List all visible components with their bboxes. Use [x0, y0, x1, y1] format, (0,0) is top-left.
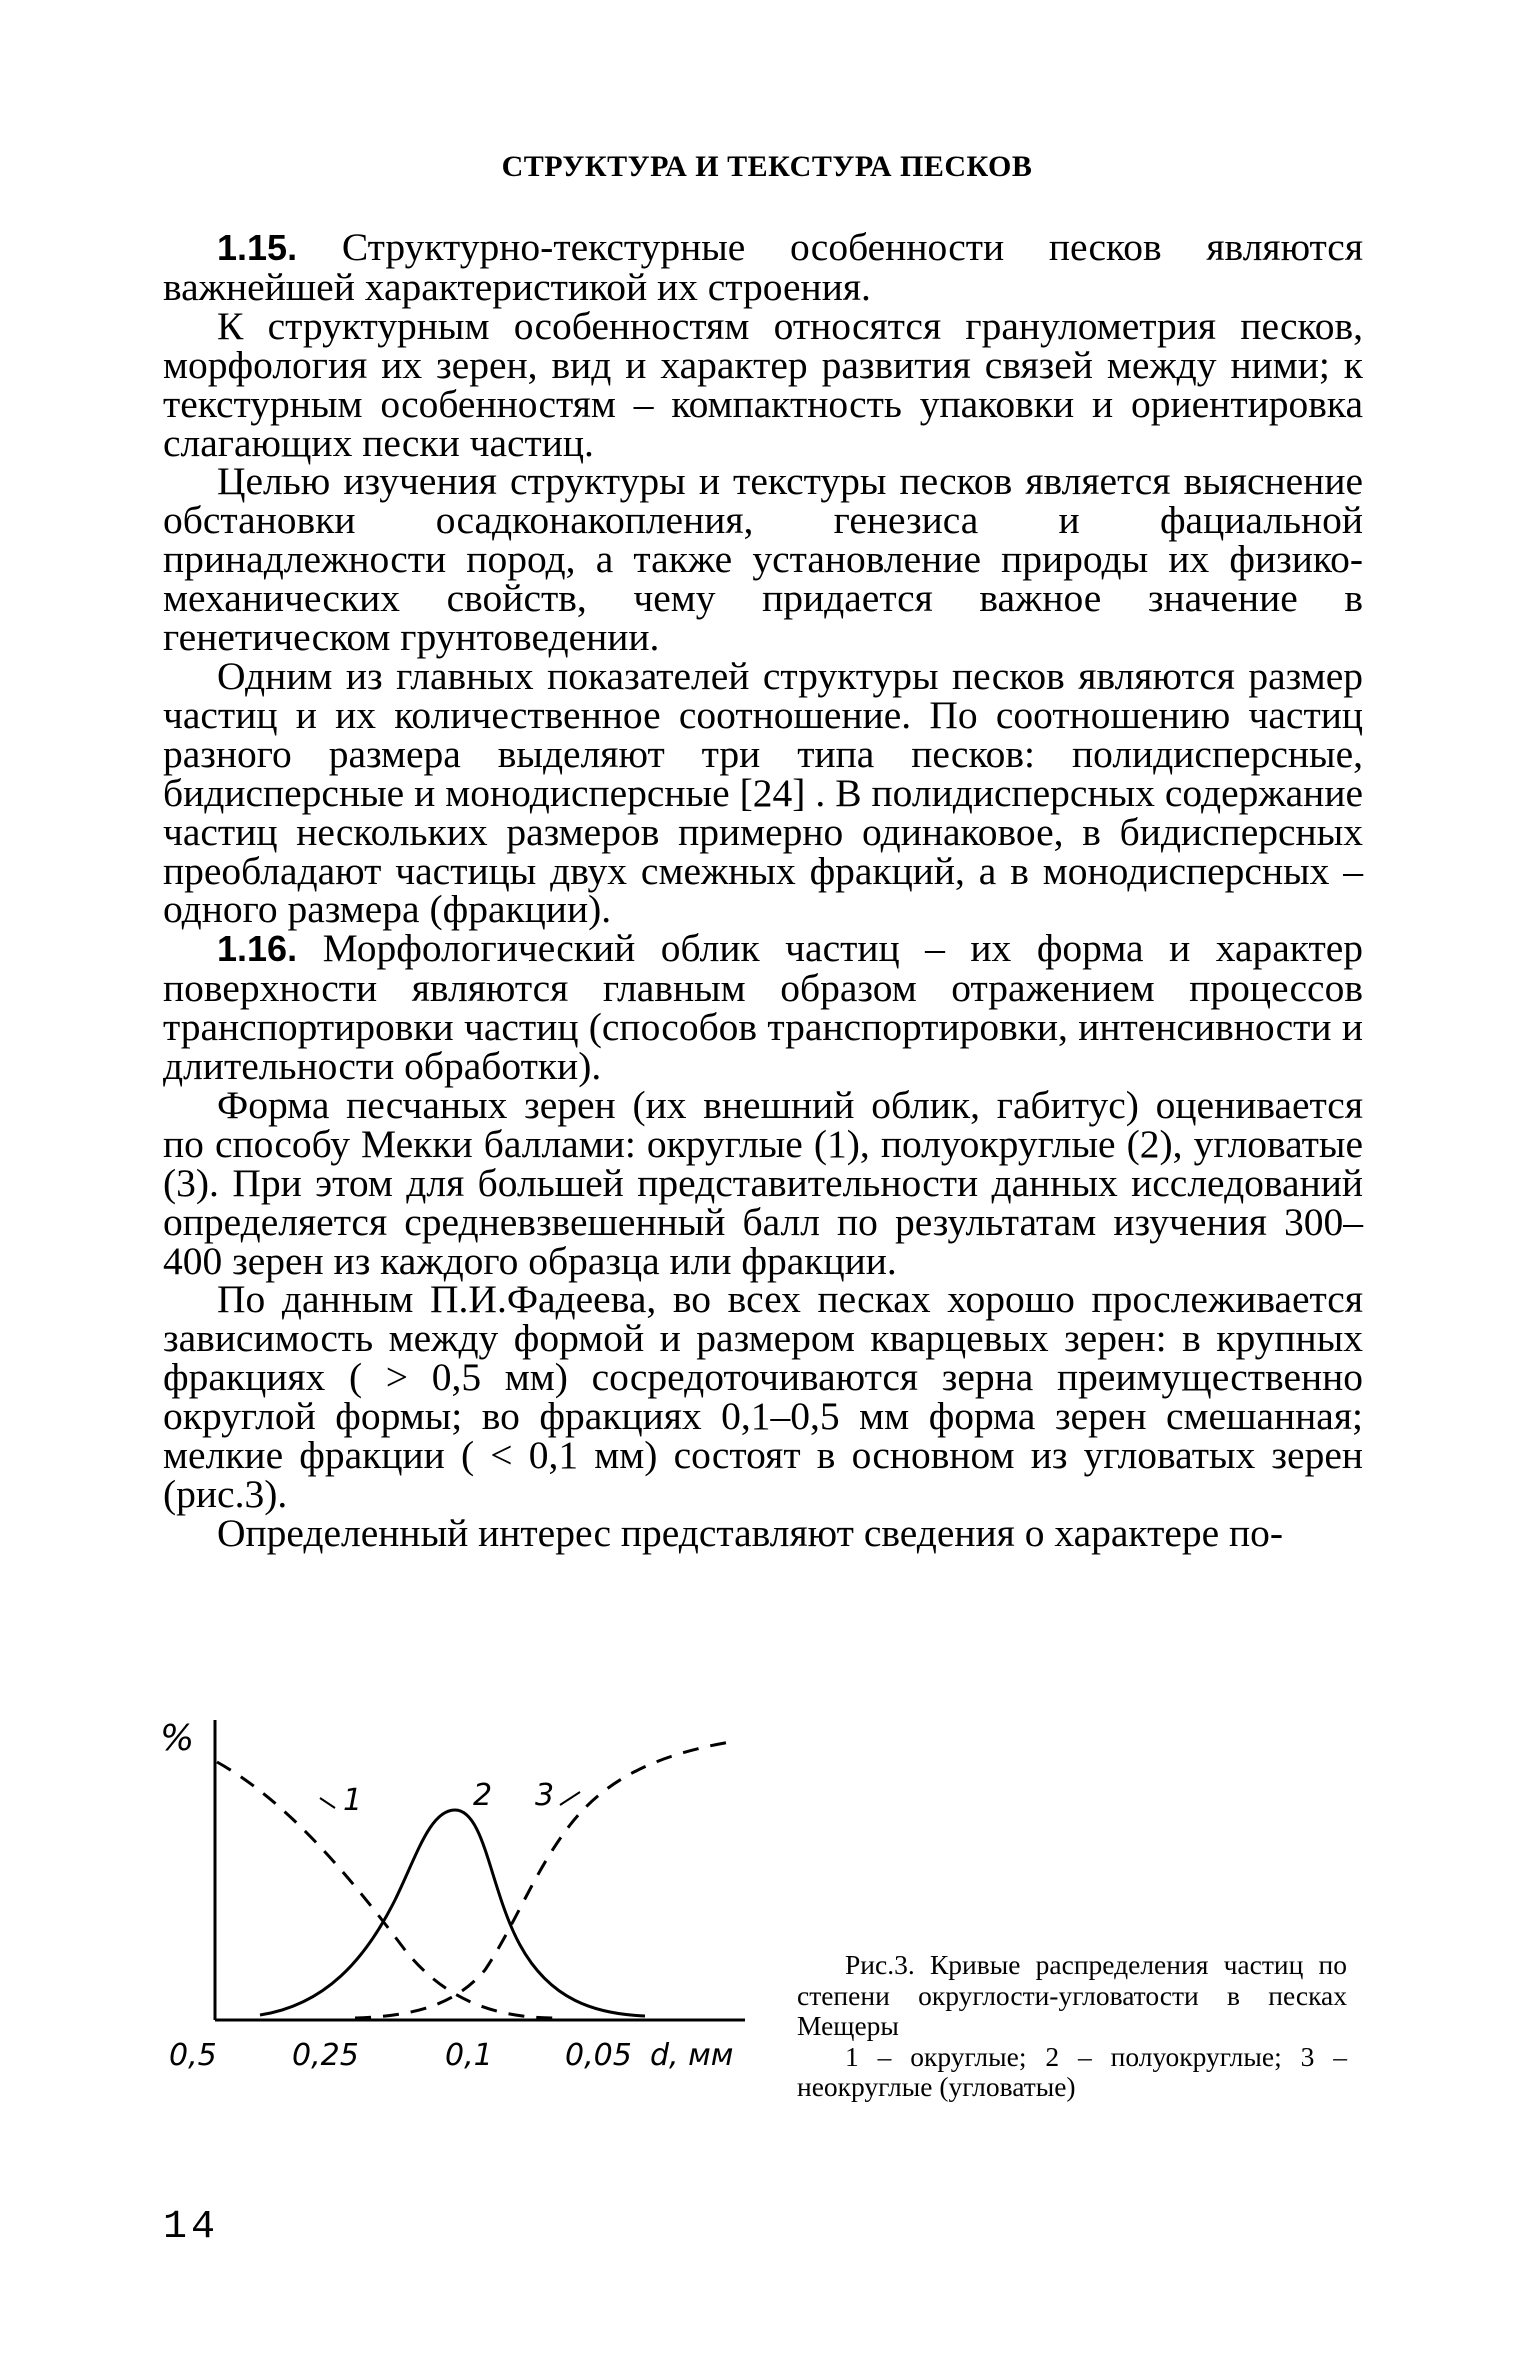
- paragraph: [163, 653, 1363, 932]
- paragraph: [163, 1277, 1363, 1516]
- figure-caption: [797, 1950, 1347, 2103]
- x-tick: 0,25: [292, 2038, 359, 2073]
- curve-label-3: 3: [535, 1778, 555, 1813]
- paragraph: [163, 225, 1364, 309]
- x-tick: 0,05: [565, 2038, 632, 2073]
- curve-2-semi-rounded: [260, 1810, 645, 2016]
- section-heading: СТРУКТУРА И ТЕКСТУРА ПЕСКОВ: [501, 150, 1033, 183]
- paragraph-text: К структурным особенностям относятся гранулометрия песков, морфология их зерен, вид и характер развития связей между ними; к текстурным особенностям – компактность упаковки и ориентировка слагающих пески частиц.: [163, 303, 1363, 465]
- figure-3: [155, 1700, 775, 2160]
- paragraph-text: По данным П.И.Фадеева, во всех песках хорошо прослеживается зависимость между формой и размером кварцевых зерен: в крупных фракциях ( > 0,5 мм) сосредоточиваются зерна преимущественно округлой формы; во фракциях 0,1–0,5 мм форма зерен смешанная; мелкие фракции ( < 0,1 мм) состоят в основном из угловатых зерен (рис.3).: [163, 1277, 1363, 1516]
- curve-1-rounded: [217, 1762, 555, 2018]
- section-number: 1.15.: [217, 227, 298, 268]
- y-axis-label: %: [160, 1718, 195, 1759]
- paragraph-text: Целью изучения структуры и текстуры песков является выяснение обстановки осадконакопления, генезиса и фациальной принадлежности пород, а также установление природы их физико-механических свойств, чему придается важное значение в генетическом грунтоведении.: [163, 459, 1363, 660]
- caption-title: Рис.3. Кривые распределения частиц по степени округлости-угловатости в песках Мещеры: [797, 1949, 1347, 2041]
- leader-1: [320, 1798, 335, 1808]
- leader-3: [560, 1792, 580, 1805]
- paragraph: [163, 1082, 1363, 1283]
- paragraph: [163, 303, 1363, 465]
- paragraph-text: Одним из главных показателей структуры песков являются размер частиц и их количественное соотношение. По соотношению частиц разного размера выделяют три типа песков: полидисперсные, бидисперсные и монодисперсные [24] . В полидисперсных содержание частиц нескольких размеров примерно одинаковое, в бидисперсных преобладают частицы двух смежных фракций, а в монодисперсных – одного размера (фракции).: [163, 653, 1363, 932]
- paragraph-text: Структурно-текстурные особенности песков являются важнейшей характеристикой их строения.: [163, 225, 1364, 309]
- paragraph-text: Форма песчаных зерен (их внешний облик, габитус) оценивается по способу Мекки баллами: округлые (1), полуокруглые (2), угловатые (3). При этом для большей представительности данных исследований определяется средневзвешенный балл по результатам изучения 300–400 зерен из каждого образца или фракции.: [163, 1082, 1363, 1283]
- x-tick: 0,5: [169, 2038, 217, 2073]
- curve-label-1: 1: [343, 1783, 363, 1818]
- paragraph: [163, 1510, 1363, 1555]
- paragraph: [163, 926, 1363, 1089]
- section-number: 1.16.: [217, 928, 298, 970]
- paragraph: [163, 459, 1363, 660]
- body-text: [163, 225, 1364, 1555]
- curve-label-2: 2: [473, 1778, 493, 1813]
- x-tick: 0,1: [445, 2038, 493, 2073]
- distribution-chart: [155, 1700, 775, 2160]
- page-number: 14: [163, 2205, 220, 2250]
- caption-legend: 1 – округлые; 2 – полуокруглые; 3 – неокруглые (угловатые): [797, 2040, 1347, 2102]
- paragraph-text: Морфологический облик частиц – их форма и характер поверхности являются главным образом отражением процессов транспортировки частиц (способов транспортировки, интенсивности и длительности обработки).: [163, 926, 1363, 1089]
- x-axis-label: d, мм: [650, 2038, 734, 2073]
- paragraph-text: Определенный интерес представляют сведения о характере по-: [217, 1510, 1284, 1555]
